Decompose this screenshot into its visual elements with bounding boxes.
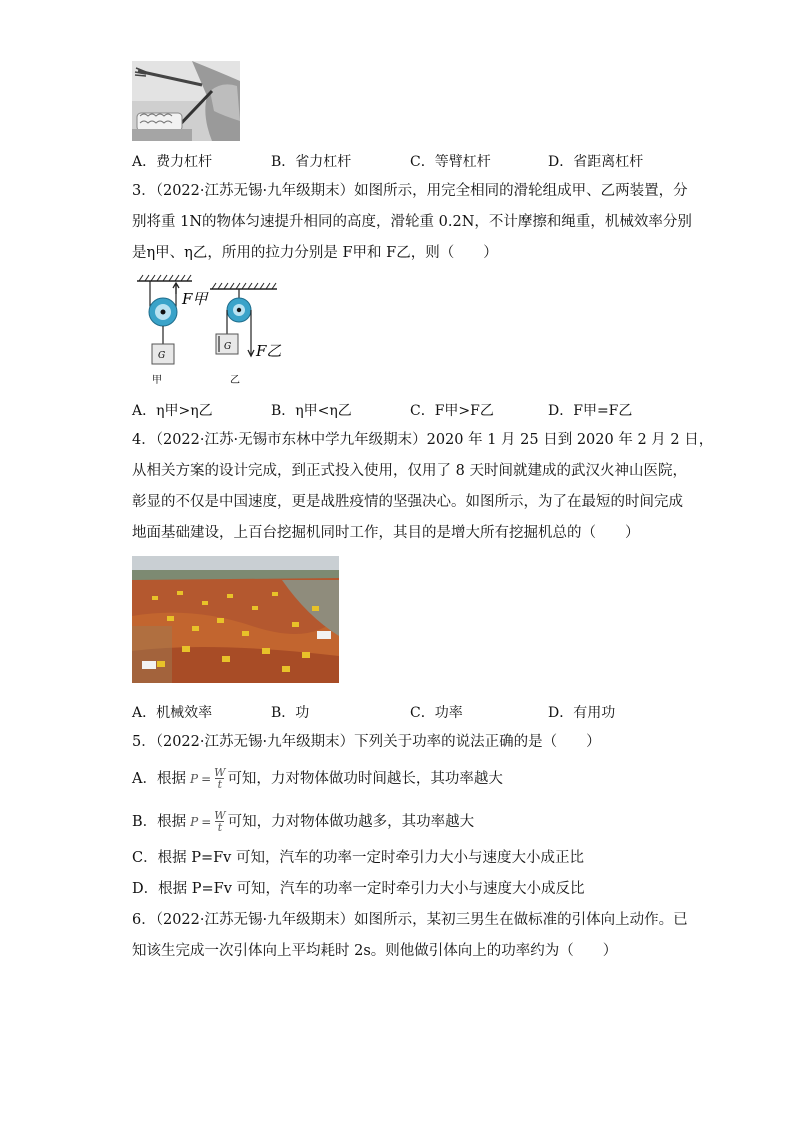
formula-lhs: P — [189, 771, 199, 786]
q5-option-a[interactable] — [132, 767, 503, 790]
right-weight-label: G — [224, 342, 232, 352]
q4-stem-line-3: 彰显的不仅是中国速度，更是战胜疫情的坚强决心。如图所示，为了在最短的时间完成 — [132, 494, 683, 510]
q2-option-d[interactable]: D．省距离杠杆 — [548, 154, 644, 170]
left-force-arrow — [173, 283, 179, 294]
q4-option-d[interactable]: D．有用功 — [548, 705, 616, 721]
q6-stem-line-2: 知该生完成一次引体向上平均耗时 2s。则他做引体向上的功率约为（ ） — [132, 943, 618, 959]
right-caption: 乙 — [230, 375, 240, 386]
power-formula: P = W t — [190, 809, 226, 834]
q5-option-a-text: 可知，力对物体做功时间越长，其功率越大 — [227, 770, 503, 787]
formula-denominator: t — [217, 778, 222, 791]
q5-stem: 5．（2022·江苏无锡·九年级期末）下列关于功率的说法正确的是（ ） — [132, 734, 601, 750]
fixed-pulley — [216, 289, 251, 356]
q5-option-b-prefix: B．根据 — [132, 813, 187, 830]
q2-option-b[interactable]: B．省力杠杆 — [271, 154, 352, 170]
q2-option-a[interactable]: A．费力杠杆 — [132, 154, 213, 170]
left-force-label: F甲 — [182, 290, 208, 308]
q4-stem-line-2: 从相关方案的设计完成，到正式投入使用，仅用了 8 天时间就建成的武汉火神山医院， — [132, 463, 687, 479]
q4-option-c[interactable]: C．功率 — [410, 705, 463, 721]
q4-stem-line-1: 4．（2022·江苏·无锡市东林中学九年级期末）2020 年 1 月 25 日到 2020 年 2 月 2 日， — [132, 432, 714, 448]
q3-option-a[interactable]: A．η甲>η乙 — [132, 403, 213, 419]
left-weight-label: G — [158, 351, 166, 361]
q4-option-b[interactable]: B．功 — [271, 705, 310, 721]
formula-numerator: W — [214, 766, 226, 779]
q2-option-c[interactable]: C．等臂杠杆 — [410, 154, 491, 170]
q5-option-b[interactable] — [132, 810, 474, 833]
q4-option-a[interactable]: A．机械效率 — [132, 705, 213, 721]
q5-option-d[interactable]: D．根据 P=Fv 可知，汽车的功率一定时牵引力大小与速度大小成反比 — [132, 881, 585, 897]
q3-option-b[interactable]: B．η甲<η乙 — [271, 403, 352, 419]
right-ceiling — [210, 283, 277, 289]
q5-option-b-text: 可知，力对物体做功越多，其功率越大 — [227, 813, 475, 830]
left-ceiling — [137, 275, 192, 281]
q5-option-a-prefix: A．根据 — [132, 770, 186, 787]
q3-stem-line-3: 是η甲、η乙，所用的拉力分别是 F甲和 F乙，则（ ） — [132, 245, 498, 261]
q3-stem-line-1: 3．（2022·江苏无锡·九年级期末）如图所示，用完全相同的滑轮组成甲、乙两装置，分 — [132, 183, 688, 199]
formula-numerator: W — [214, 809, 226, 822]
fork-lever-photo — [132, 61, 240, 141]
q5-option-c[interactable]: C．根据 P=Fv 可知，汽车的功率一定时牵引力大小与速度大小成正比 — [132, 850, 584, 866]
formula-denominator: t — [217, 821, 223, 834]
left-caption: 甲 — [152, 375, 162, 386]
excavator-site-photo — [132, 556, 339, 683]
q4-stem-line-4: 地面基础建设，上百台挖掘机同时工作，其目的是增大所有挖掘机总的（ ） — [132, 525, 640, 541]
q3-option-d[interactable]: D．F甲=F乙 — [548, 403, 633, 419]
pulley-diagram — [132, 272, 292, 392]
q3-option-c[interactable]: C．F甲>F乙 — [410, 403, 494, 419]
right-force-label: F乙 — [256, 342, 282, 360]
q6-stem-line-1: 6．（2022·江苏无锡·九年级期末）如图所示，某初三男生在做标准的引体向上动作。已 — [132, 912, 688, 928]
power-formula: P = W t — [189, 766, 226, 791]
formula-lhs: P — [190, 814, 199, 829]
q3-stem-line-2: 别将重 1N的物体匀速提升相同的高度，滑轮重 0.2N，不计摩擦和绳重，机械效率分别 — [132, 214, 692, 230]
